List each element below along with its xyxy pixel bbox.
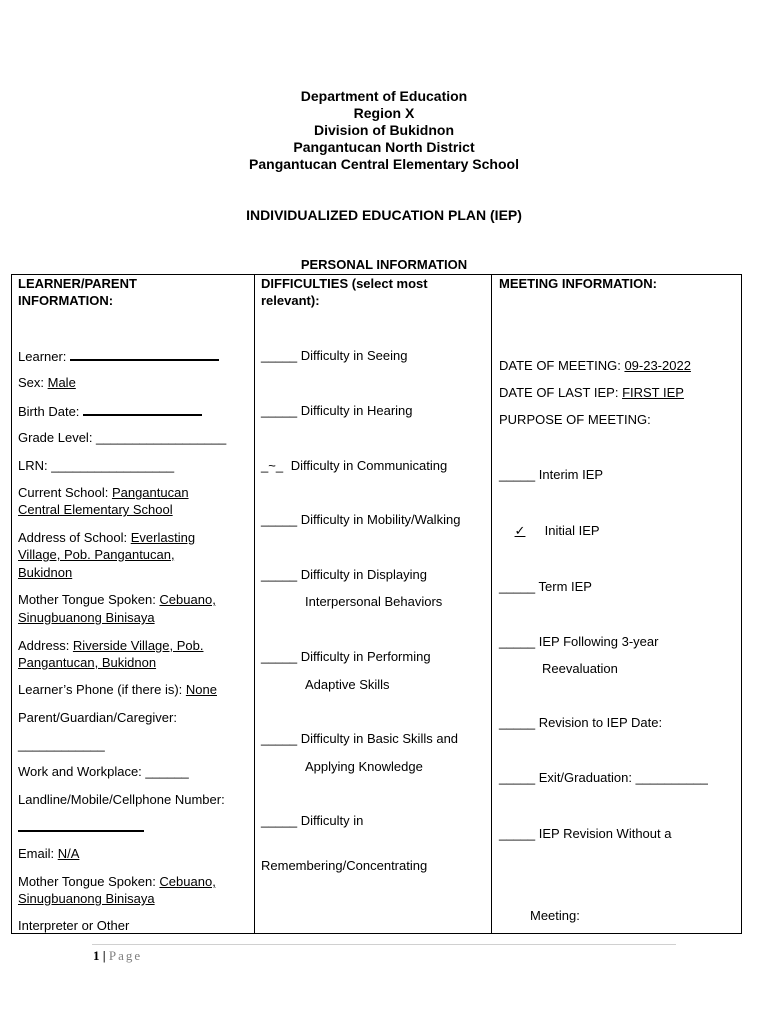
field-label: Learner’s Phone (if there is): (18, 682, 186, 697)
field-label: Email: (18, 846, 58, 861)
purpose-revision-date: _____ Revision to IEP Date: (499, 715, 663, 730)
field-label: Address of School: (18, 530, 131, 545)
field-value: Village, Pob. Pangantucan, (18, 547, 175, 562)
difficulty-basic-skills: _____ Difficulty in Basic Skills and (261, 731, 459, 746)
difficulty-remembering-cont: Remembering/Concentrating (261, 858, 428, 873)
page-word: Page (108, 948, 143, 963)
purpose-following-reevaluation-cont: Reevaluation (542, 661, 618, 676)
difficulty-hearing: _____ Difficulty in Hearing (261, 403, 413, 418)
learner-blank (70, 347, 219, 361)
purpose-label: Initial IEP (544, 523, 600, 538)
date-of-last-iep-field (499, 384, 684, 401)
document-title: INDIVIDUALIZED EDUCATION PLAN (IEP) (246, 207, 522, 223)
parent-guardian-label: Parent/Guardian/Caregiver: (18, 710, 177, 725)
page-separator: | (102, 948, 106, 963)
field-value: Cebuano, (159, 874, 216, 889)
field-value: Male (47, 375, 76, 390)
col3-heading: MEETING INFORMATION: (499, 276, 657, 291)
difficulty-label: Difficulty in Communicating (290, 458, 448, 473)
difficulty-performing-cont: Adaptive Skills (305, 677, 390, 692)
school-address-field (18, 529, 195, 546)
purpose-interim-iep: _____ Interim IEP (499, 467, 604, 482)
field-value: Bukidnon (18, 565, 73, 580)
parent-guardian-blank: ____________ (18, 737, 105, 752)
field-label: Sex: (18, 375, 48, 390)
birth-date-blank (83, 402, 202, 416)
field-label: Current School: (18, 485, 112, 500)
field-value: Sinugbuanong Binisaya (18, 891, 155, 906)
interpreter-label: Interpreter or Other (18, 918, 130, 933)
header-district: Pangantucan North District (293, 139, 475, 155)
date-of-meeting-field (499, 357, 691, 374)
mother-tongue-field (18, 591, 216, 608)
field-label: Birth Date: (18, 404, 84, 419)
difficulty-communicating (261, 457, 447, 474)
field-value: Riverside Village, Pob. (72, 638, 204, 653)
learner-phone-field (18, 681, 217, 698)
header-region: Region X (353, 105, 415, 121)
column-divider (491, 274, 492, 934)
email-field (18, 845, 79, 862)
field-label: Mother Tongue Spoken: (18, 592, 160, 607)
check-mark-icon: ✓ (514, 523, 526, 538)
footer-rule (92, 944, 676, 945)
field-value: Cebuano, (159, 592, 216, 607)
field-label: Address: (18, 638, 73, 653)
col1-heading: LEARNER/PARENT (18, 276, 137, 291)
field-value: Pangantucan (111, 485, 189, 500)
field-value: Everlasting (130, 530, 196, 545)
field-label: Mother Tongue Spoken: (18, 874, 160, 889)
field-value: None (185, 682, 217, 697)
field-value: Sinugbuanong Binisaya (18, 610, 155, 625)
difficulty-displaying-cont: Interpersonal Behaviors (305, 594, 443, 609)
birth-date-field (18, 402, 202, 420)
purpose-initial-iep (499, 522, 600, 539)
sex-field (18, 374, 76, 391)
col2-heading: relevant): (261, 293, 320, 308)
landline-label: Landline/Mobile/Cellphone Number: (18, 792, 225, 807)
field-value: N/A (57, 846, 80, 861)
field-value: Pangantucan, Bukidnon (18, 655, 157, 670)
learner-field (18, 347, 219, 365)
difficulty-performing: _____ Difficulty in Performing (261, 649, 431, 664)
field-value: Central Elementary School (18, 502, 173, 517)
difficulty-seeing: _____ Difficulty in Seeing (261, 348, 408, 363)
page-footer (93, 948, 142, 964)
header-division: Division of Bukidnon (314, 122, 454, 138)
difficulty-basic-skills-cont: Applying Knowledge (305, 759, 423, 774)
section-title: PERSONAL INFORMATION (300, 257, 468, 272)
difficulty-remembering: _____ Difficulty in (261, 813, 364, 828)
field-label: DATE OF MEETING: (499, 358, 625, 373)
purpose-revision-without-meeting-cont: Meeting: (530, 908, 580, 923)
difficulty-mobility: _____ Difficulty in Mobility/Walking (261, 512, 461, 527)
grade-level-field: Grade Level: __________________ (18, 430, 227, 445)
purpose-of-meeting-label: PURPOSE OF MEETING: (499, 412, 651, 427)
lrn-field: LRN: _________________ (18, 458, 175, 473)
purpose-revision-without-meeting: _____ IEP Revision Without a (499, 826, 672, 841)
mother-tongue-field-2 (18, 873, 216, 890)
col1-heading: INFORMATION: (18, 293, 114, 308)
field-label: Learner: (18, 349, 71, 364)
header-department: Department of Education (300, 88, 468, 104)
current-school-field (18, 484, 189, 501)
header-school: Pangantucan Central Elementary School (249, 156, 519, 172)
address-field (18, 637, 203, 654)
page-number: 1 (93, 948, 100, 963)
difficulty-displaying: _____ Difficulty in Displaying (261, 567, 427, 582)
field-value: FIRST IEP (622, 385, 684, 400)
col2-heading: DIFFICULTIES (select most (261, 276, 428, 291)
field-value: 09-23-2022 (624, 358, 691, 373)
purpose-exit-graduation: _____ Exit/Graduation: __________ (499, 770, 708, 785)
purpose-following-reevaluation: _____ IEP Following 3-year (499, 634, 659, 649)
field-label: DATE OF LAST IEP: (499, 385, 623, 400)
work-field: Work and Workplace: ______ (18, 764, 189, 779)
column-divider (254, 274, 255, 934)
landline-blank (18, 818, 144, 836)
purpose-term-iep: _____ Term IEP (499, 579, 592, 594)
selection-mark: _~_ (261, 458, 284, 473)
